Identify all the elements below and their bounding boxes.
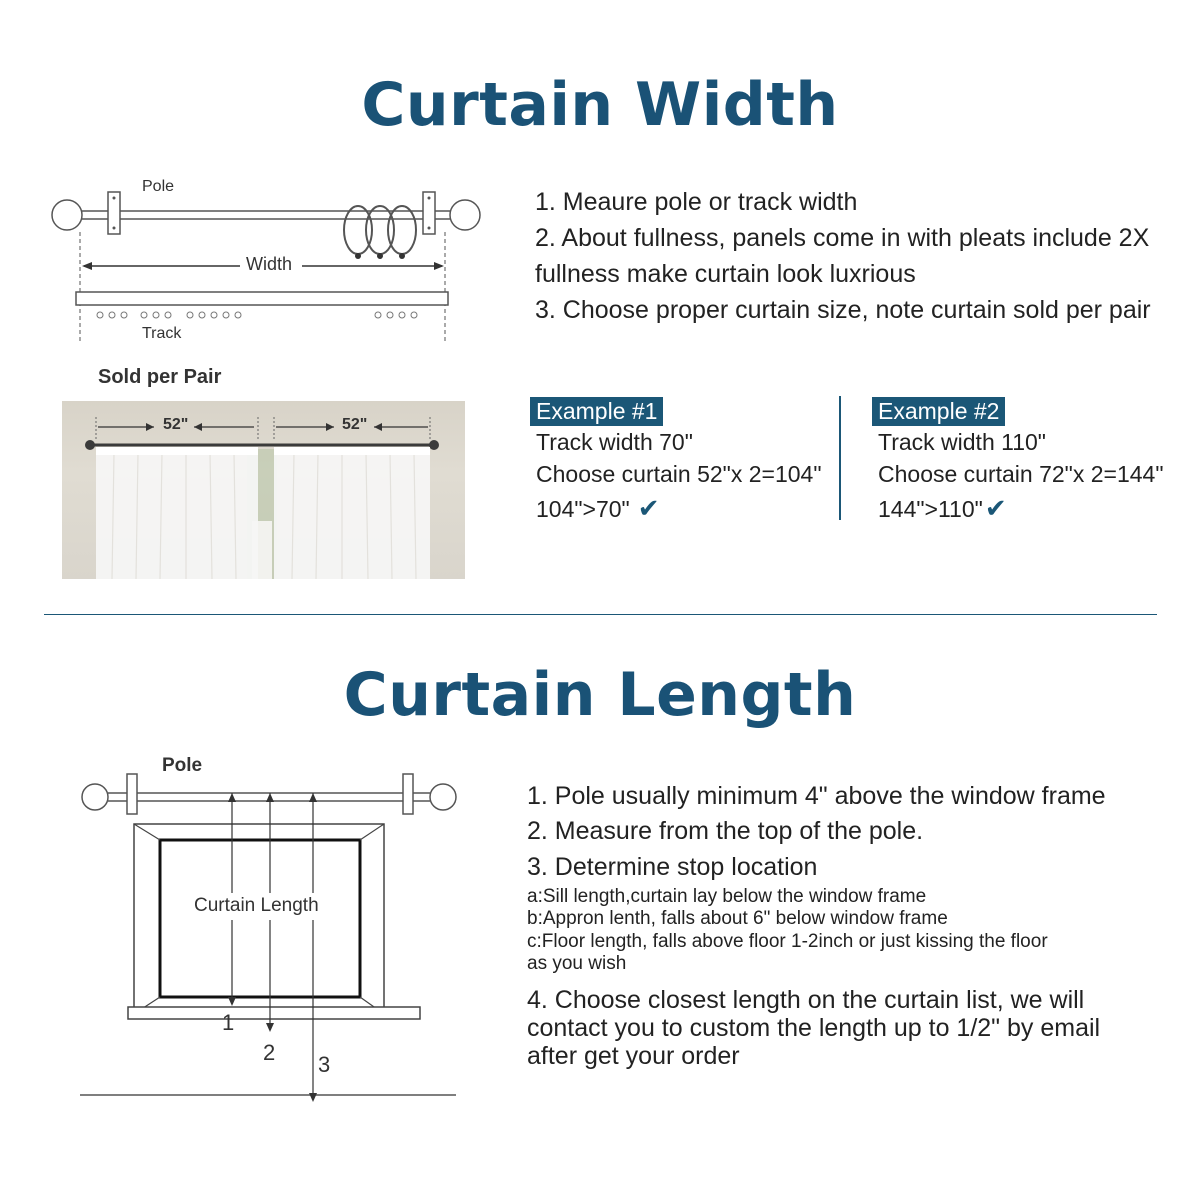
length-step-2: 2. Measure from the top of the pole. [527, 817, 924, 845]
example-2-result: 144">110" [878, 496, 983, 522]
example-1-line-2: Choose curtain 52"x 2=104" [536, 461, 822, 487]
example-1-badge: Example #1 [530, 397, 663, 426]
width-step-3: 3. Choose proper curtain size, note curtain sold per pair [535, 296, 1151, 324]
width-step-2-cont: fullness make curtain look luxrious [535, 260, 916, 288]
example-2-line-3 [878, 493, 1007, 524]
width-section-title: Curtain Width [361, 70, 839, 140]
length-substep-a: a:Sill length,curtain lay below the window frame [527, 886, 927, 907]
curtain-length-diagram [70, 760, 490, 1110]
length-pole-label: Pole [162, 755, 203, 776]
photo-width-left: 52" [163, 416, 189, 433]
length-step-4-cont-1: contact you to custom the length up to 1/2" by email [527, 1014, 1101, 1042]
example-1-result: 104">70" [536, 496, 630, 522]
width-label: Width [246, 254, 293, 274]
checkmark-icon: ✔ [637, 493, 660, 523]
example-1-line-3 [536, 493, 660, 524]
photo-width-right: 52" [342, 416, 368, 433]
length-substep-c-cont: as you wish [527, 953, 627, 974]
section-divider [44, 614, 1157, 615]
length-substep-c: c:Floor length, falls above floor 1-2inch or just kissing the floor [527, 931, 1048, 952]
length-step-4: 4. Choose closest length on the curtain list, we will [527, 986, 1085, 1014]
curtain-length-label: Curtain Length [192, 893, 321, 919]
track-label: Track [142, 325, 182, 342]
length-step-1: 1. Pole usually minimum 4" above the window frame [527, 782, 1106, 810]
sold-per-pair-label: Sold per Pair [98, 366, 222, 388]
marker-2: 2 [263, 1040, 276, 1065]
length-substep-b: b:Appron lenth, falls about 6" below window frame [527, 908, 948, 929]
example-2-line-1: Track width 110" [878, 429, 1046, 455]
example-2-badge: Example #2 [872, 397, 1005, 426]
marker-1: 1 [222, 1010, 235, 1035]
marker-3: 3 [318, 1052, 331, 1077]
pole-label: Pole [142, 178, 175, 195]
checkmark-icon: ✔ [984, 493, 1007, 523]
examples-divider [839, 396, 841, 520]
curtain-photo [62, 401, 465, 579]
length-step-3: 3. Determine stop location [527, 853, 818, 881]
width-step-1: 1. Meaure pole or track width [535, 188, 858, 216]
example-1-line-1: Track width 70" [536, 429, 693, 455]
length-section-title: Curtain Length [343, 660, 857, 730]
width-step-2: 2. About fullness, panels come in with pleats include 2X [535, 224, 1150, 252]
length-step-4-cont-2: after get your order [527, 1042, 740, 1070]
example-2-line-2: Choose curtain 72"x 2=144" [878, 461, 1164, 487]
